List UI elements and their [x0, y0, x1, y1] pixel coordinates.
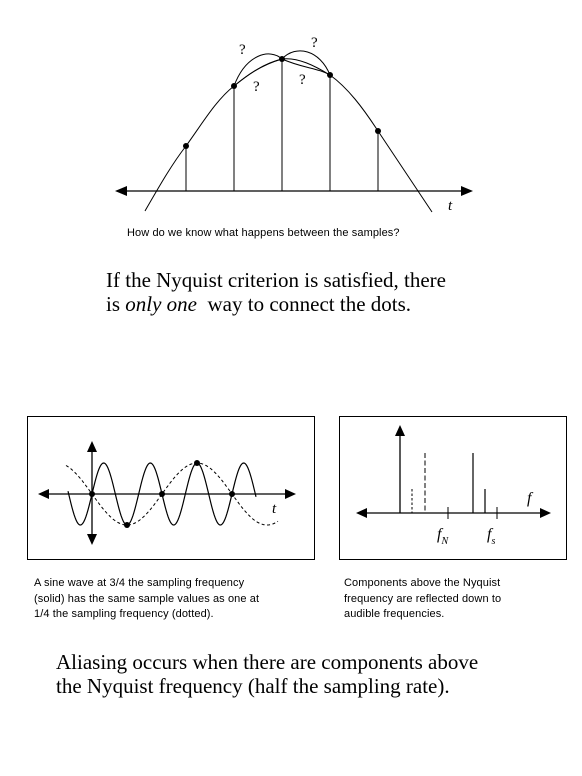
statement-line-2-post: way to connect the dots. — [197, 292, 412, 316]
continuous-curve — [145, 59, 432, 212]
right-panel-svg — [340, 417, 568, 561]
sample-dot — [124, 522, 130, 528]
conclusion-line-1: Aliasing occurs when there are components above — [56, 650, 479, 674]
left-caption — [34, 576, 259, 623]
left-panel-svg — [28, 417, 316, 561]
right-caption-line: Components above the Nyquist — [344, 577, 501, 589]
left-time-axis-left-arrow — [38, 489, 49, 499]
conclusion-line-2: the Nyquist frequency (half the sampling rate). — [56, 674, 450, 698]
question-mark: ? — [253, 79, 260, 95]
sample-dot — [194, 460, 200, 466]
sample-dot — [279, 56, 285, 62]
nyquist-label-sub: N — [441, 536, 449, 547]
alternative-path — [282, 59, 330, 75]
nyquist-label-f: f — [437, 526, 442, 543]
left-panel — [27, 416, 315, 560]
question-mark: ? — [311, 35, 318, 51]
left-caption-line: A sine wave at 3/4 the sampling frequency — [34, 577, 245, 589]
question-mark: ? — [239, 42, 246, 58]
time-axis-left-arrow — [115, 186, 127, 196]
top-figure-svg — [0, 0, 582, 250]
nyquist-label — [437, 526, 449, 547]
question-mark: ? — [299, 72, 306, 88]
frequency-axis-right-arrow — [540, 508, 551, 518]
right-caption-line: audible frequencies. — [344, 608, 445, 620]
top-figure — [0, 0, 582, 250]
right-panel — [339, 416, 567, 560]
left-amplitude-axis-top-arrow — [87, 441, 97, 452]
left-caption-line: 1/4 the sampling frequency (dotted). — [34, 608, 214, 620]
frequency-axis-label: f — [527, 490, 532, 507]
left-amplitude-axis-bottom-arrow — [87, 534, 97, 545]
aliasing-conclusion — [56, 650, 478, 698]
statement-emphasis: only one — [125, 292, 197, 316]
left-time-axis-label: t — [272, 501, 277, 517]
statement-line-2-pre: is — [106, 292, 126, 316]
statement-line-1: If the Nyquist criterion is satisfied, there — [106, 268, 446, 292]
sample-dot — [375, 128, 381, 134]
sample-dot — [327, 72, 333, 78]
sample-dot — [89, 491, 95, 497]
top-caption: How do we know what happens between the samples? — [127, 227, 400, 239]
statement-line-2 — [106, 292, 446, 316]
frequency-axis-left-arrow — [356, 508, 367, 518]
sampling-rate-label — [487, 526, 495, 547]
magnitude-axis-top-arrow — [395, 425, 405, 436]
sample-dot — [183, 143, 189, 149]
sampling-rate-label-sub: s — [491, 536, 496, 547]
time-axis-label: t — [448, 198, 453, 214]
right-caption — [344, 576, 501, 623]
sample-dot — [231, 83, 237, 89]
left-caption-line: (solid) has the same sample values as one at — [34, 592, 260, 605]
right-caption-line: frequency are reflected down to — [344, 592, 502, 605]
nyquist-statement — [106, 268, 446, 316]
time-axis-right-arrow — [461, 186, 473, 196]
sampling-rate-label-f: f — [487, 526, 492, 543]
sample-dot — [229, 491, 235, 497]
left-time-axis-right-arrow — [285, 489, 296, 499]
sample-dot — [159, 491, 165, 497]
